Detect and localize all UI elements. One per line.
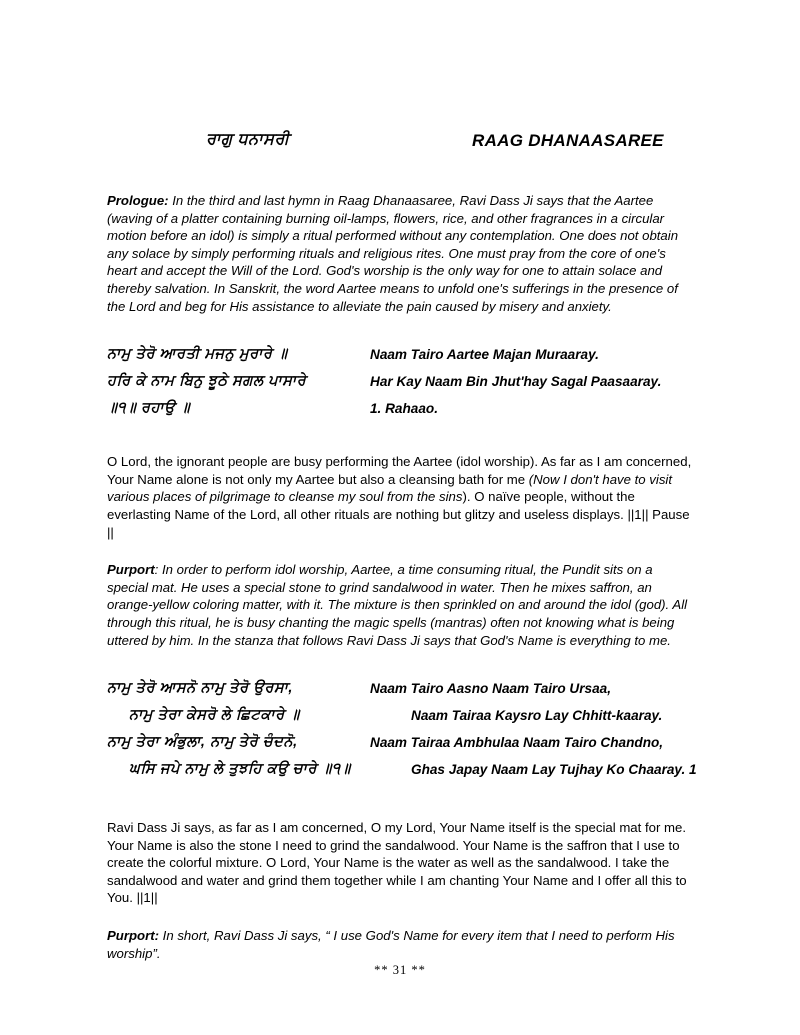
verse-transliteration: Naam Tairo Aasno Naam Tairo Ursaa, <box>370 681 611 697</box>
translation-paragraph-two: Ravi Dass Ji says, as far as I am concerned, O my Lord, Your Name itself is the special mat for me. Your Name is also the stone I need to grind the sandalwood. Your Name is the saffron that I use to create the colorful mixture. O Lord, Your Name is the water as well as the sandalwood. I take the sandalwood and water and grind them together while I am chanting Your Name and I offer all this to You. ||1|| <box>107 820 687 906</box>
page-content <box>107 0 697 962</box>
verse-transliteration: Naam Tairaa Kaysro Lay Chhitt-kaaray. <box>411 708 663 724</box>
verse-gurmukhi: ਹਰਿ ਕੇ ਨਾਮ ਬਿਨੁ ਝੂਠੇ ਸਗਲ ਪਾਸਾਰੇ <box>107 373 307 390</box>
verse-transliteration: Naam Tairaa Ambhulaa Naam Tairo Chandno, <box>370 735 664 751</box>
verse-gurmukhi: ਨਾਮੁ ਤੇਰੋ ਆਸਨੋ ਨਾਮੁ ਤੇਰੋ ਉਰਸਾ, <box>107 680 293 697</box>
verse-transliteration: 1. Rahaao. <box>370 401 438 417</box>
verse-block-one <box>107 346 693 427</box>
verse-line <box>107 761 697 788</box>
translation-paragraph-one <box>107 453 693 541</box>
translation-parenthetical: (Now I don't have to visit various places of pilgrimage to cleanse my soul from the sins <box>107 471 673 505</box>
purport-text: : In order to perform idol worship, Aartee, a time consuming ritual, the Pundit sits on a special mat. He uses a special stone to grind sandalwood in water. Then he mixes saffron, an orange-yellow coloring matter, with it. The mixture is then sprinkled on and around the idol (god). All through this ritual, he is busy chanting the magic spells (mantras) often not knowing what is being uttered by him. In the stanza that follows Ravi Dass Ji says that God's Name is everything to me. <box>107 562 688 648</box>
verse-line <box>107 400 693 427</box>
verse-line <box>107 346 693 373</box>
purport-paragraph-two <box>107 927 693 962</box>
verse-gurmukhi: ਨਾਮੁ ਤੇਰਾ ਅੰਭੁਲਾ, ਨਾਮੁ ਤੇਰੋ ਚੰਦਨੋ, <box>107 734 298 751</box>
title-english: RAAG DHANAASAREE <box>472 131 664 150</box>
prologue-paragraph <box>107 192 693 315</box>
translation-part-two: ). O naïve people, without the everlasting Name of the Lord, all other rituals are nothing but glitzy and useless displays. ||1|| Pause || <box>107 489 690 540</box>
verse-transliteration: Ghas Japay Naam Lay Tujhay Ko Chaaray. 1 <box>411 762 697 778</box>
verse-line <box>107 734 693 761</box>
purport-label: Purport <box>107 562 155 578</box>
prologue-label: Prologue: <box>107 193 169 208</box>
page-title <box>107 131 693 161</box>
title-gurmukhi: ਰਾਗੁ ਧਨਾਸਰੀ <box>206 131 290 148</box>
translation-part-one: O Lord, the ignorant people are busy performing the Aartee (idol worship). As far as I am concerned, Your Name alone is not only my Aartee but also a cleansing bath for me <box>107 454 692 487</box>
verse-transliteration: Naam Tairo Aartee Majan Muraaray. <box>370 347 599 363</box>
page-number-footer: ** 31 ** <box>374 963 426 977</box>
verse-gurmukhi: ਨਾਮੁ ਤੇਰੋ ਆਰਤੀ ਮਜਨੁ ਮੁਰਾਰੇ ॥ <box>107 346 288 363</box>
purport-text: In short, Ravi Dass Ji says, “ I use God's Name for every item that I need to perform His worship”. <box>107 928 675 961</box>
verse-line <box>107 707 693 734</box>
verse-gurmukhi: ਨਾਮੁ ਤੇਰਾ ਕੇਸਰੋ ਲੇ ਛਿਟਕਾਰੇ ॥ <box>129 707 300 724</box>
prologue-text: In the third and last hymn in Raag Dhanaasaree, Ravi Dass Ji says that the Aartee (waving of a platter containing burning oil-lamps, flowers, rice, and other fragrances in a circular motion before an idol) is simply a ritual performed without any contemplation. One does not obtain any solace by simply performing rituals and religious rites. One must pray from the core of one's heart and accept the Will of the Lord. God's worship is the only way for one to attain solace and thereby salvation. In Sanskrit, the word Aartee means to unfold one's sufferings in the presence of the Lord and beg for His assistance to alleviate the pain caused by misery and anxiety. <box>107 193 679 314</box>
verse-line <box>107 373 693 400</box>
verse-block-two <box>107 680 697 788</box>
verse-gurmukhi: ਘਸਿ ਜਪੇ ਨਾਮੁ ਲੇ ਤੁਝਹਿ ਕਉ ਚਾਰੇ ॥੧॥ <box>129 761 351 778</box>
verse-line <box>107 680 693 707</box>
verse-gurmukhi: ॥੧॥ ਰਹਾਉ ॥ <box>107 400 191 417</box>
verse-transliteration: Har Kay Naam Bin Jhut'hay Sagal Paasaaray. <box>370 374 662 390</box>
purport-label: Purport: <box>107 928 160 944</box>
purport-paragraph-one <box>107 561 693 649</box>
